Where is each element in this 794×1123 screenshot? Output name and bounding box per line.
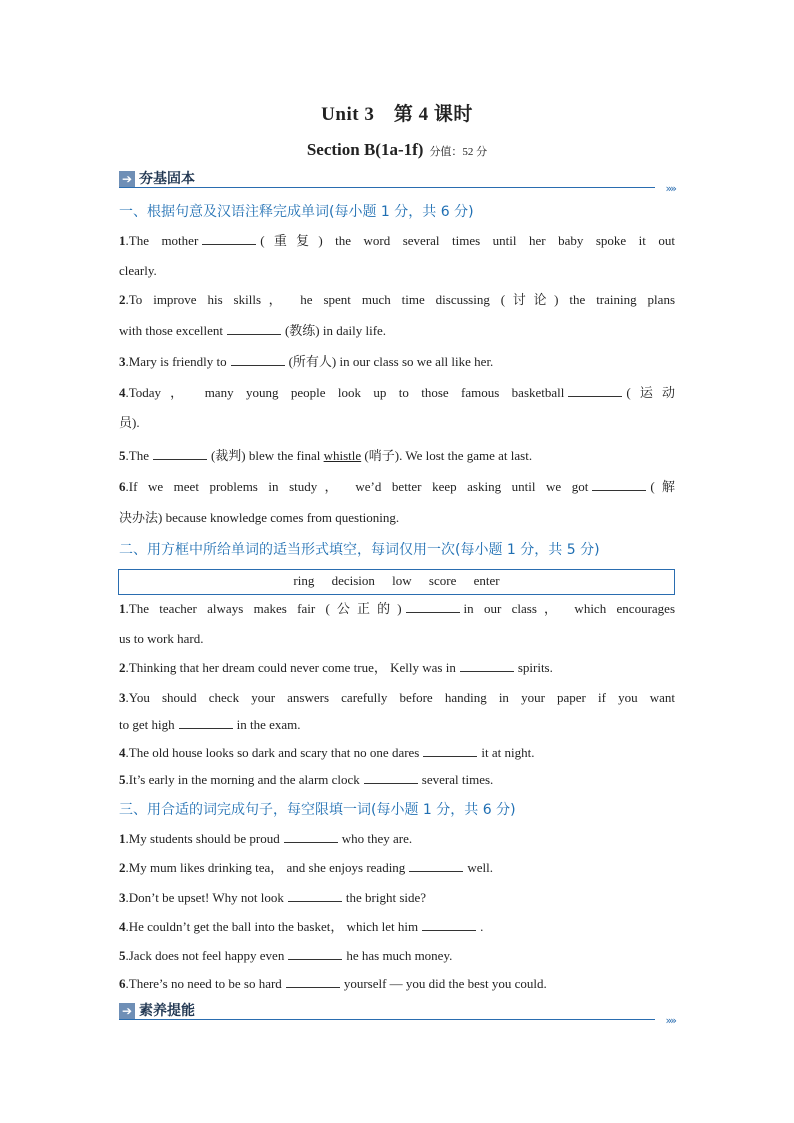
banner-rule: [119, 1019, 655, 1020]
answer-blank[interactable]: [153, 447, 207, 460]
answer-blank[interactable]: [568, 384, 622, 397]
chevron-right-icon: »»: [665, 182, 675, 195]
part1-item-5: 5.The (裁判) blew the final whistle (哨子). We lost the game at last.: [119, 448, 533, 463]
banner-basic: [119, 170, 675, 195]
banner-rule: [119, 187, 655, 188]
part2-item-1-cont: us to work hard.: [119, 631, 204, 646]
arrow-icon: ➔: [119, 171, 135, 187]
answer-blank[interactable]: [284, 830, 338, 843]
answer-blank[interactable]: [227, 322, 281, 335]
answer-blank[interactable]: [364, 771, 418, 784]
part2-item-3-cont: to get high in the exam.: [119, 717, 301, 732]
chevron-right-icon: »»: [665, 1014, 675, 1027]
part2-item-5: 5.It’s early in the morning and the alarm clock several times.: [119, 772, 494, 787]
part1-item-4-cont: 员).: [119, 415, 140, 430]
answer-blank[interactable]: [288, 889, 342, 902]
part1-item-2-cont: with those excellent (教练) in daily life.: [119, 323, 387, 338]
part3-item-4: 4.He couldn’t get the ball into the basket， which let him .: [119, 919, 484, 934]
part3-item-3: 3.Don’t be upset! Why not look the bright side?: [119, 890, 427, 905]
part2-item-1: 1.The teacher always makes fair (公正的) in our class， which encourages: [119, 601, 675, 616]
section-subtitle: [0, 140, 794, 160]
part3-item-5: 5.Jack does not feel happy even he has much money.: [119, 948, 453, 963]
part1-item-4: 4.Today， many young people look up to those famous basketball (运动: [119, 385, 675, 400]
part1-heading: 一、根据句意及汉语注释完成单词(每小题 1 分，共 6 分): [119, 204, 474, 220]
answer-blank[interactable]: [460, 659, 514, 672]
part1-item-1-cont: clearly.: [119, 263, 157, 278]
banner-label: 夯基固本: [139, 171, 195, 187]
part2-item-3: 3.You should check your answers carefully before handing in your paper if you want: [119, 690, 675, 705]
part2-item-4: 4.The old house looks so dark and scary that no one dares it at night.: [119, 745, 535, 760]
part2-heading: 二、用方框中所给单词的适当形式填空，每词仅用一次(每小题 1 分，共 5 分): [119, 542, 600, 558]
answer-blank[interactable]: [422, 918, 476, 931]
part1-item-6-cont: 决办法) because knowledge comes from questioning.: [119, 510, 400, 525]
answer-blank[interactable]: [288, 947, 342, 960]
part1-item-2: 2.To improve his skills， he spent much time discussing (讨论) the training plans: [119, 292, 675, 307]
part1-item-1: 1.The mother (重复) the word several times until her baby spoke it out: [119, 233, 675, 248]
score-label: 分值：52 分: [429, 146, 488, 158]
answer-blank[interactable]: [286, 975, 340, 988]
answer-blank[interactable]: [592, 478, 646, 491]
answer-blank[interactable]: [423, 744, 477, 757]
part1-item-3: 3.Mary is friendly to (所有人) in our class so we all like her.: [119, 354, 494, 369]
section-label: Section B(1a-1f): [306, 140, 424, 159]
part3-item-6: 6.There’s no need to be so hard yourself — you did the best you could.: [119, 976, 547, 991]
answer-blank[interactable]: [231, 353, 285, 366]
answer-blank[interactable]: [406, 600, 460, 613]
arrow-icon: ➔: [119, 1003, 135, 1019]
answer-blank[interactable]: [409, 859, 463, 872]
word-bank-box: ring decision low score enter: [118, 569, 675, 595]
part2-item-2: 2.Thinking that her dream could never come true， Kelly was in spirits.: [119, 660, 553, 675]
banner-ability: [119, 1002, 675, 1027]
page-title: Unit 3 第 4 课时: [321, 104, 473, 125]
part3-item-1: 1.My students should be proud who they are.: [119, 831, 413, 846]
part3-heading: 三、用合适的词完成句子，每空限填一词(每小题 1 分，共 6 分): [119, 802, 516, 818]
part1-item-6: 6.If we meet problems in study， we’d better keep asking until we got (解: [119, 479, 675, 494]
answer-blank[interactable]: [179, 716, 233, 729]
answer-blank[interactable]: [202, 232, 256, 245]
banner-label: 素养提能: [139, 1003, 195, 1019]
part3-item-2: 2.My mum likes drinking tea， and she enjoys reading well.: [119, 860, 493, 875]
